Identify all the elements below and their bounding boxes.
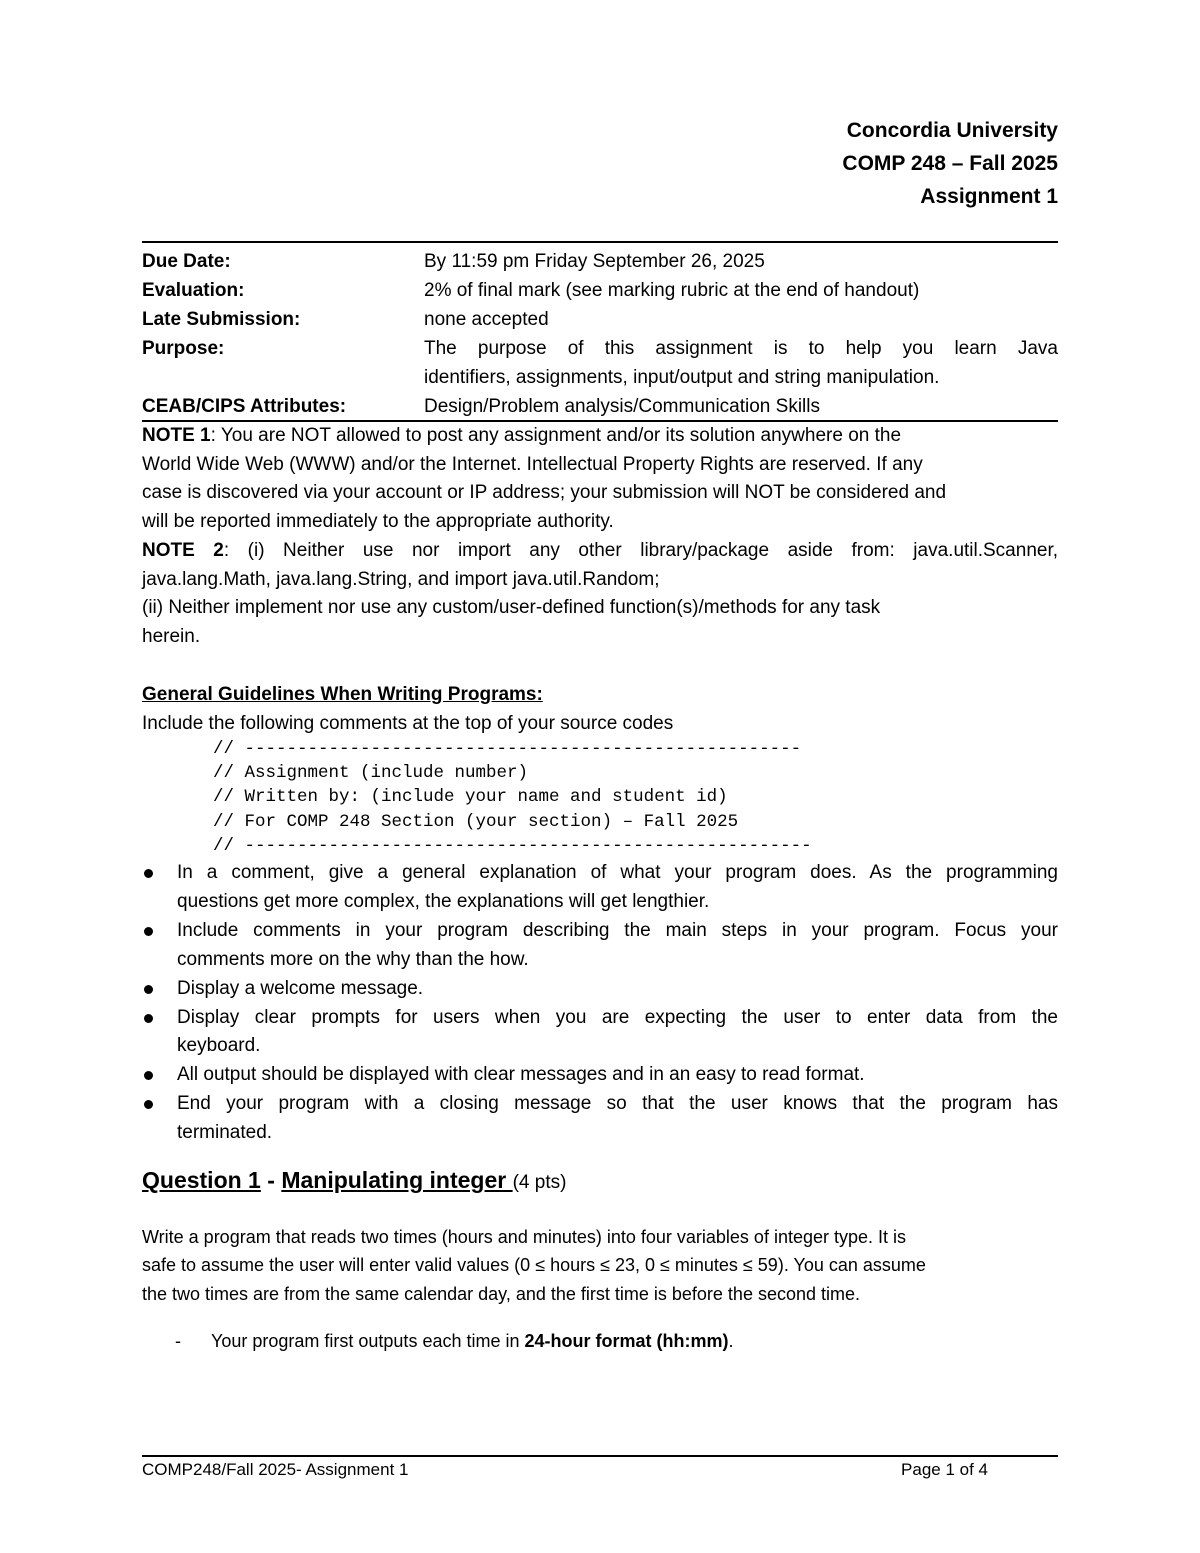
meta-value: none accepted bbox=[424, 309, 549, 330]
meta-value: Design/Problem analysis/Communication Skills bbox=[424, 396, 820, 417]
note-1-line: will be reported immediately to the appropriate authority. bbox=[142, 511, 614, 533]
guidelines-section bbox=[142, 681, 1058, 738]
list-item: All output should be displayed with clear messages and in an easy to read format. bbox=[142, 1061, 1058, 1090]
question-1-separator: - bbox=[260, 1167, 282, 1193]
list-item: End your program with a closing message so that the user knows that the program has terminated. bbox=[142, 1090, 1058, 1148]
note-1-line: case is discovered via your account or IP address; your submission will NOT be considered and bbox=[142, 482, 947, 504]
question-1-line: safe to assume the user will enter valid values (0 ≤ hours ≤ 23, 0 ≤ minutes ≤ 59). You can assume bbox=[142, 1255, 926, 1276]
code-line: // Written by: (include your name and student id) bbox=[213, 787, 728, 808]
question-1-line: the two times are from the same calendar day, and the first time is before the second time. bbox=[142, 1283, 861, 1304]
meta-label: Due Date: bbox=[142, 251, 231, 272]
meta-label: Evaluation: bbox=[142, 280, 245, 301]
requirement-end: . bbox=[728, 1331, 734, 1351]
meta-value: By 11:59 pm Friday September 26, 2025 bbox=[424, 251, 765, 272]
bullet-icon bbox=[144, 1100, 153, 1109]
requirement-text: Your program first outputs each time in bbox=[211, 1331, 525, 1351]
bullet-icon bbox=[144, 869, 153, 878]
note-2-line: java.lang.Math, java.lang.String, and import java.util.Random; bbox=[142, 568, 660, 590]
assignment-info-table bbox=[142, 247, 1058, 421]
note-2 bbox=[142, 537, 1058, 652]
question-1-line: Write a program that reads two times (hours and minutes) into four variables of integer type. It is bbox=[142, 1227, 907, 1247]
bullet-icon bbox=[144, 985, 153, 994]
meta-label: Purpose: bbox=[142, 338, 225, 359]
code-line: // Assignment (include number) bbox=[213, 763, 529, 784]
note-2-line: : (i) Neither use nor import any other library/package aside from: java.util.Scanner, bbox=[223, 540, 1059, 561]
header-rule-top bbox=[142, 241, 1058, 243]
meta-row-purpose bbox=[142, 334, 1058, 392]
meta-label: CEAB/CIPS Attributes: bbox=[142, 396, 347, 417]
question-1-points: (4 pts) bbox=[512, 1172, 567, 1193]
code-line: // For COMP 248 Section (your section) – Fall 2025 bbox=[213, 811, 739, 832]
bullet-icon bbox=[144, 1071, 153, 1080]
document-header bbox=[842, 114, 1058, 213]
dash-marker: - bbox=[175, 1331, 181, 1351]
question-1-title bbox=[142, 1167, 566, 1194]
course-title: COMP 248 – Fall 2025 bbox=[842, 152, 1058, 175]
question-1-label: Question 1 bbox=[142, 1167, 261, 1193]
list-item: Display clear prompts for users when you are expecting the user to enter data from the keyboard. bbox=[142, 1004, 1058, 1062]
note-1-line: World Wide Web (WWW) and/or the Internet. Intellectual Property Rights are reserved. If any bbox=[142, 453, 923, 475]
meta-label: Late Submission: bbox=[142, 309, 301, 330]
footer-course: COMP248/Fall 2025- Assignment 1 bbox=[142, 1460, 409, 1479]
note-1 bbox=[142, 422, 1058, 537]
requirement-emphasis: 24-hour format (hh:mm) bbox=[524, 1331, 729, 1351]
meta-row-attributes bbox=[142, 392, 1058, 421]
purpose-line-2: identifiers, assignments, input/output and string manipulation. bbox=[424, 367, 940, 388]
note-2-line: (ii) Neither implement nor use any custom/user-defined function(s)/methods for any task bbox=[142, 597, 881, 619]
list-item: Display a welcome message. bbox=[142, 975, 1058, 1004]
guidelines-intro: Include the following comments at the top of your source codes bbox=[142, 712, 674, 734]
list-item: In a comment, give a general explanation of what your program does. As the programming questions get more complex, the explanations will get lengthier. bbox=[142, 859, 1058, 917]
footer-rule bbox=[142, 1455, 1058, 1457]
note-2-label: NOTE 2 bbox=[142, 540, 224, 561]
guidelines-list bbox=[142, 859, 1058, 1148]
comment-template-code bbox=[213, 737, 812, 858]
note-1-line: : You are NOT allowed to post any assignment and/or its solution anywhere on the bbox=[210, 425, 902, 446]
question-1-topic: Manipulating integer bbox=[281, 1167, 513, 1193]
code-line: // ------------------------------------------------------ bbox=[213, 835, 812, 856]
list-item: Include comments in your program describing the main steps in your program. Focus your comments more on the why than the how. bbox=[142, 917, 1058, 975]
meta-row-late-submission bbox=[142, 305, 1058, 334]
assignment-title: Assignment 1 bbox=[920, 185, 1058, 208]
question-1-body bbox=[142, 1223, 1058, 1308]
university-name: Concordia University bbox=[846, 119, 1058, 142]
guidelines-heading: General Guidelines When Writing Programs: bbox=[142, 684, 543, 705]
bullet-icon bbox=[144, 927, 153, 936]
purpose-line-1: The purpose of this assignment is to help you learn Java bbox=[424, 338, 1058, 359]
note-1-label: NOTE 1 bbox=[142, 425, 211, 446]
bullet-icon bbox=[144, 1014, 153, 1023]
note-2-line: herein. bbox=[142, 626, 201, 648]
meta-value bbox=[424, 334, 1058, 392]
meta-row-evaluation bbox=[142, 276, 1058, 305]
question-1-requirement bbox=[175, 1331, 734, 1352]
code-line: // ----------------------------------------------------- bbox=[213, 739, 802, 759]
meta-value: 2% of final mark (see marking rubric at the end of handout) bbox=[424, 280, 920, 301]
footer-page-number: Page 1 of 4 bbox=[901, 1460, 988, 1479]
meta-row-due-date bbox=[142, 247, 1058, 276]
